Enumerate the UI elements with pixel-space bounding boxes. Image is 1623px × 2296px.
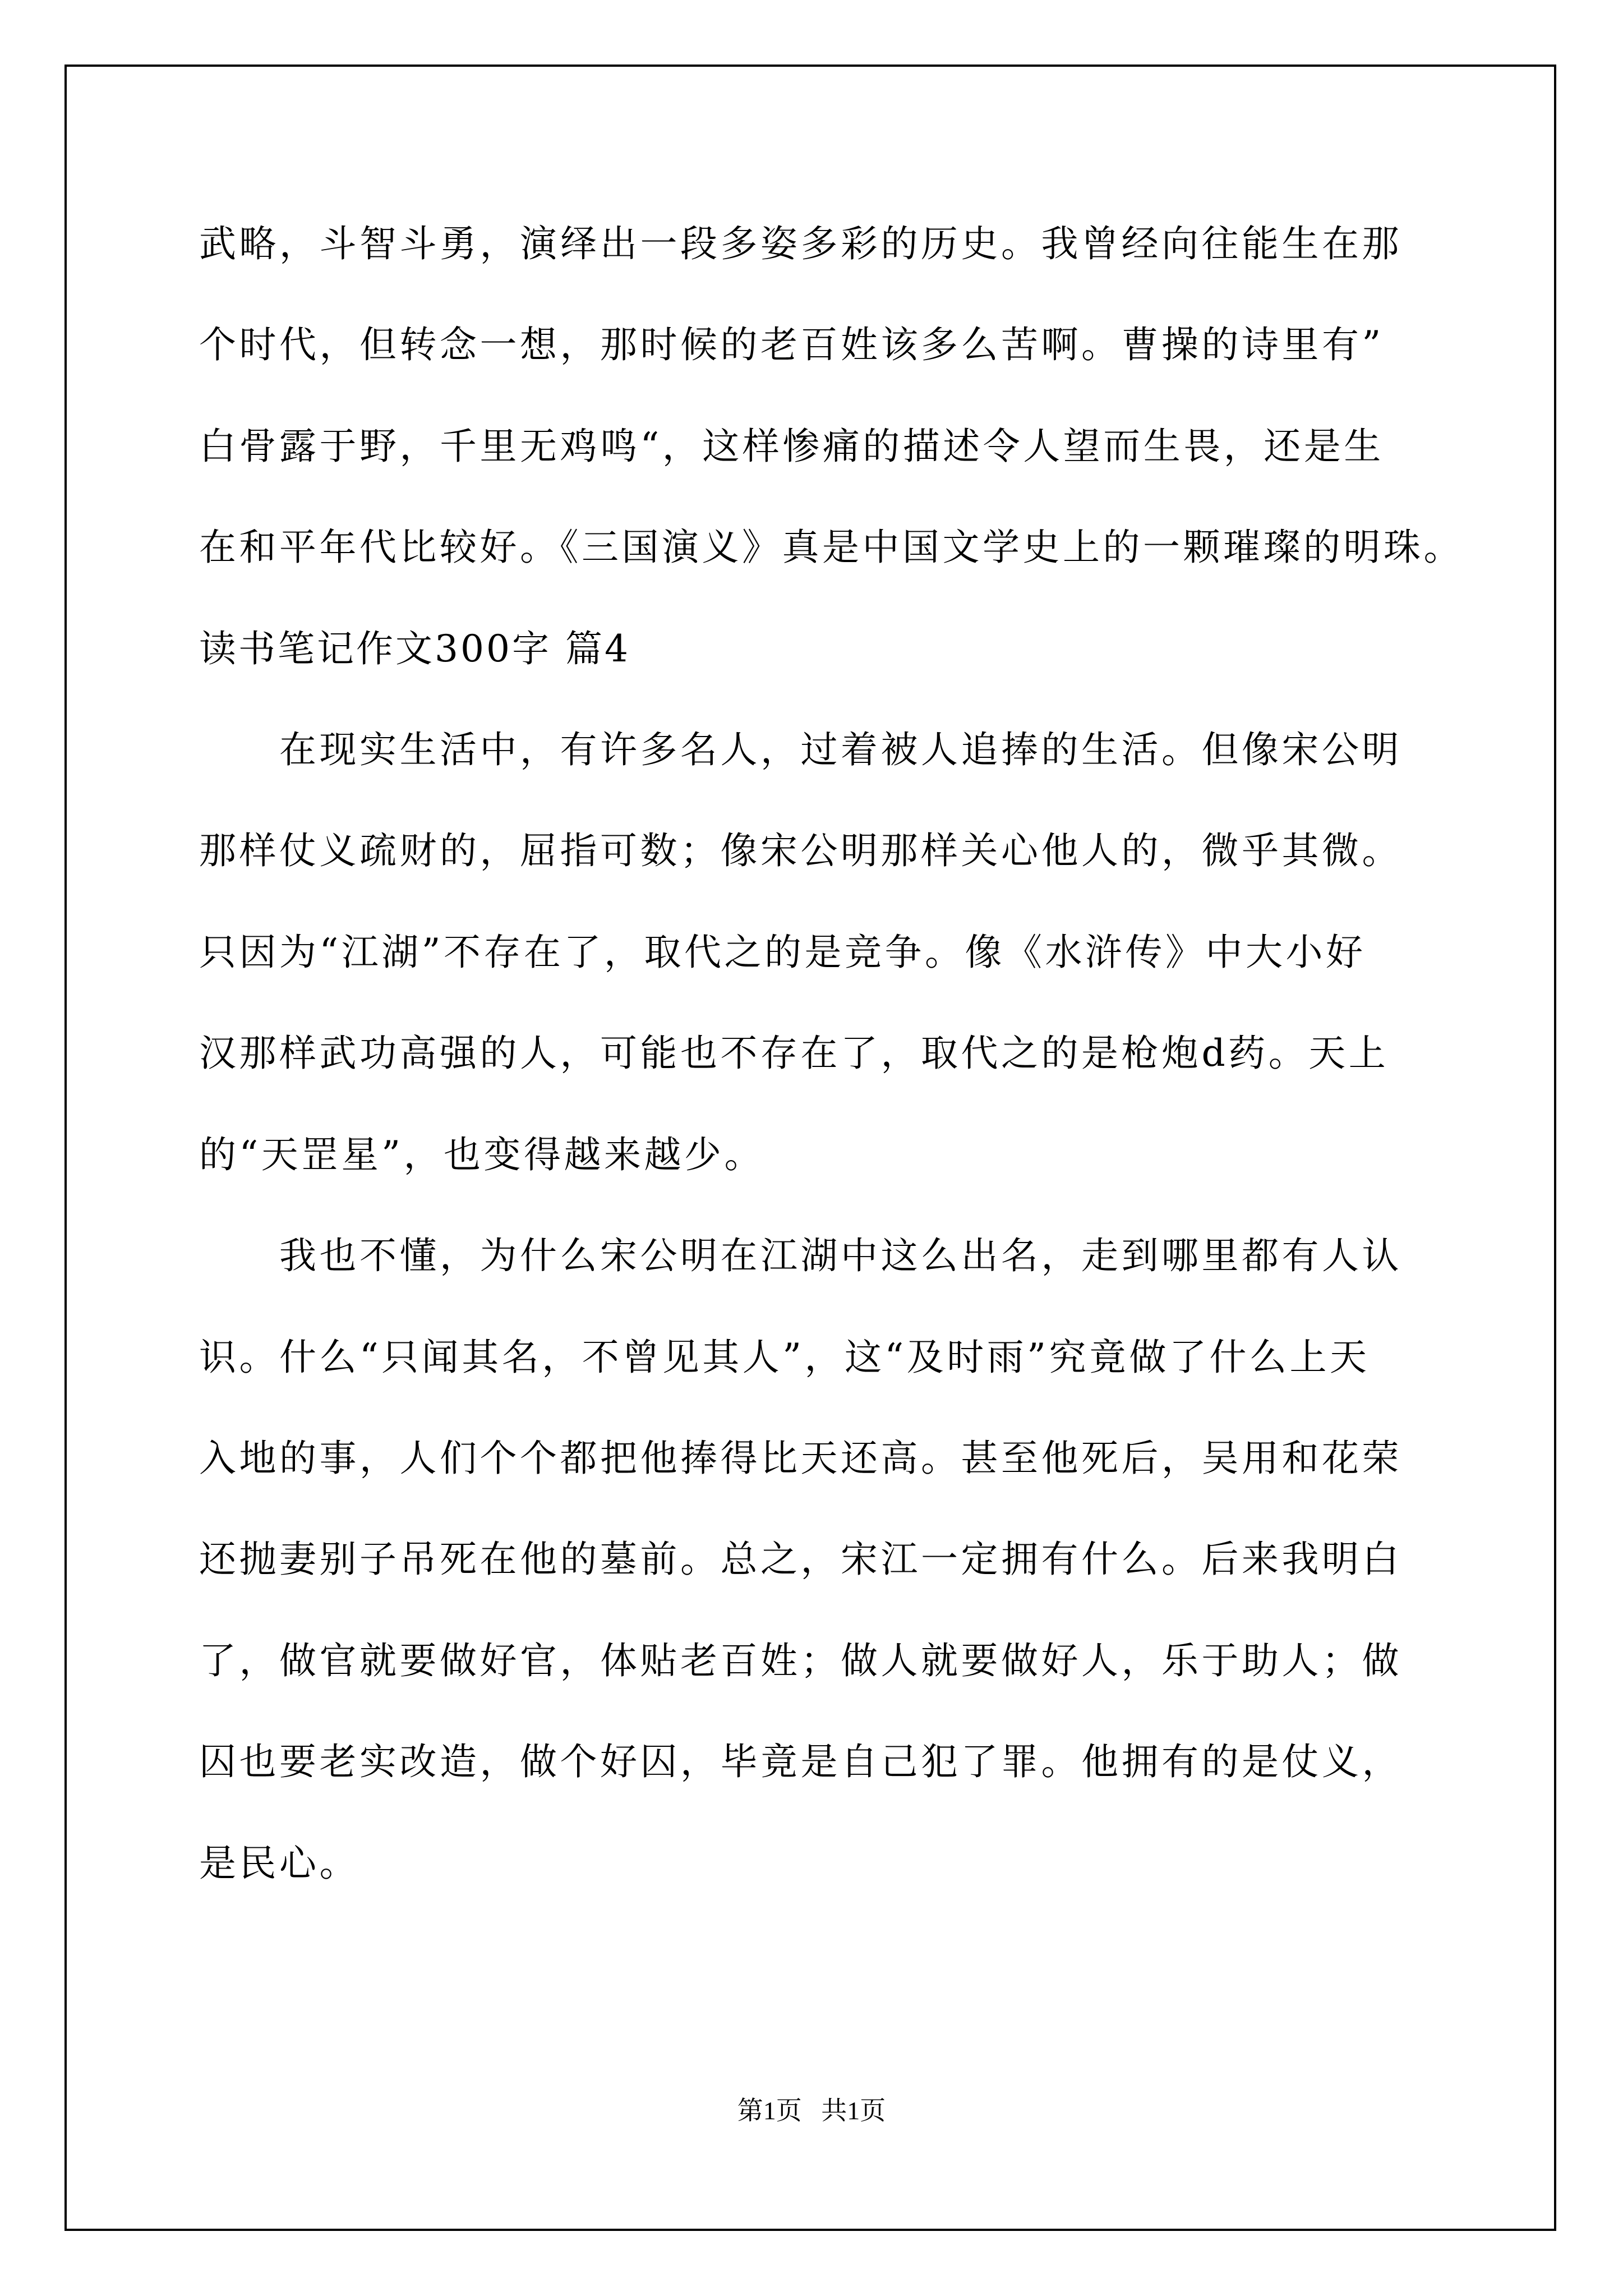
text-line-1: 武略，斗智斗勇，演绎出一段多姿多彩的历史。我曾经向往能生在那 (199, 222, 1402, 265)
text-line-9: 汉那样武功高强的人，可能也不存在了，取代之的是枪炮d药。天上 (199, 1032, 1389, 1075)
text-line-13: 入地的事，人们个个都把他捧得比天还高。甚至他死后，吴用和花荣 (199, 1437, 1402, 1480)
text-line-7: 那样仗义疏财的，屈指可数；像宋公明那样关心他人的，微乎其微。 (199, 829, 1402, 872)
text-line-6: 在现实生活中，有许多名人，过着被人追捧的生活。但像宋公明 (199, 728, 1402, 771)
page-footer: 第1页 共1页 (737, 2096, 886, 2125)
text-line-12: 识。什么“只闻其名，不曾见其人”，这“及时雨”究竟做了什么上天 (199, 1336, 1370, 1379)
text-line-3: 白骨露于野，千里无鸡鸣“，这样惨痛的描述令人望而生畏，还是生 (199, 425, 1384, 468)
text-line-2: 个时代，但转念一想，那时候的老百姓该多么苦啊。曹操的诗里有” (199, 323, 1384, 366)
text-line-17: 是民心。 (199, 1842, 359, 1885)
text-line-11: 我也不懂，为什么宋公明在江湖中这么出名，走到哪里都有人认 (199, 1234, 1402, 1277)
text-line-8: 只因为“江湖”不存在了，取代之的是竞争。像《水浒传》中大小好 (199, 931, 1366, 974)
text-line-4: 在和平年代比较好。《三国演义》真是中国文学史上的一颗璀璨的明珠。 (199, 526, 1464, 569)
text-line-10: 的“天罡星”，也变得越来越少。 (199, 1133, 764, 1176)
text-line-16: 囚也要老实改造，做个好囚，毕竟是自己犯了罪。他拥有的是仗义， (199, 1740, 1402, 1783)
text-line-15: 了，做官就要做好官，体贴老百姓；做人就要做好人，乐于助人；做 (199, 1639, 1402, 1682)
section-heading: 读书笔记作文300字 篇4 (199, 627, 630, 670)
text-line-14: 还抛妻别子吊死在他的墓前。总之，宋江一定拥有什么。后来我明白 (199, 1538, 1402, 1581)
